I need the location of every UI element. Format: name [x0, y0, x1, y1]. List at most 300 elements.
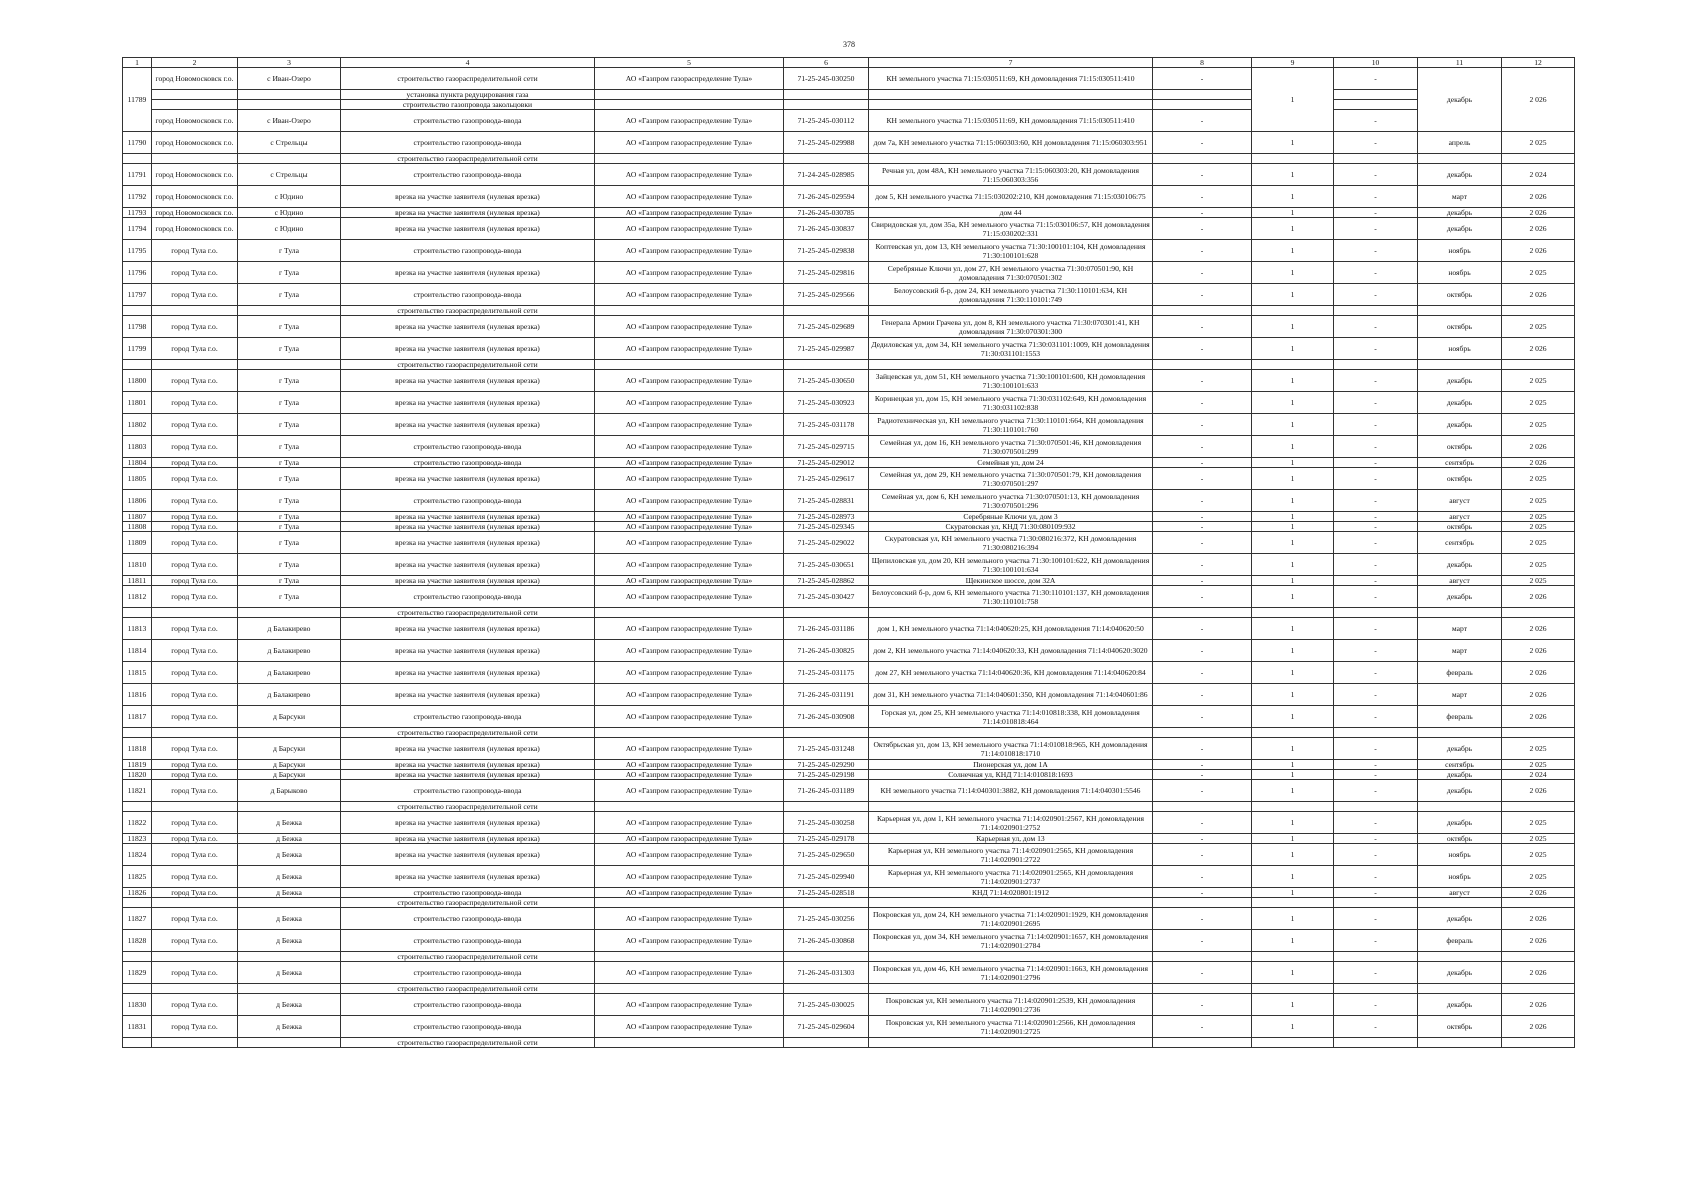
cell-c9: 1	[1252, 218, 1334, 240]
cell-c11: февраль	[1418, 706, 1502, 728]
cell-c3: г Тула	[238, 490, 341, 512]
cell-c4: врезка на участке заявителя (нулевая врезка)	[341, 532, 595, 554]
cell-c2: город Новомосковск г.о.	[152, 218, 238, 240]
cell-c4: врезка на участке заявителя (нулевая врезка)	[341, 218, 595, 240]
cell-no: 11813	[123, 618, 152, 640]
table-row	[123, 316, 1575, 338]
cell-no: 11826	[123, 888, 152, 898]
header-row	[123, 58, 1575, 68]
cell-c2: город Тула г.о.	[152, 284, 238, 306]
cell-no: 11829	[123, 962, 152, 984]
cell-c4: строительство газопровода-ввода	[341, 994, 595, 1016]
cell-c12: 2 026	[1502, 586, 1575, 608]
cell-c8	[1153, 608, 1252, 618]
cell-c4: установка пункта редуцирования газа	[341, 90, 595, 100]
cell-no: 11828	[123, 930, 152, 952]
cell-c3: д Бежка	[238, 994, 341, 1016]
cell-c8: -	[1153, 930, 1252, 952]
cell-c2: город Новомосковск г.о.	[152, 208, 238, 218]
cell-c2: город Тула г.о.	[152, 888, 238, 898]
cell-c5: АО «Газпром газораспределение Тула»	[595, 218, 784, 240]
cell-c12: 2 026	[1502, 186, 1575, 208]
cell-c12: 2 026	[1502, 888, 1575, 898]
cell-c5: АО «Газпром газораспределение Тула»	[595, 760, 784, 770]
cell-c5: АО «Газпром газораспределение Тула»	[595, 512, 784, 522]
cell-c6: 71-25-245-029345	[784, 522, 869, 532]
cell-c10: -	[1334, 338, 1418, 360]
cell-no: 11816	[123, 684, 152, 706]
cell-c8: -	[1153, 338, 1252, 360]
cell-c8: -	[1153, 662, 1252, 684]
cell-no: 11820	[123, 770, 152, 780]
cell-c2: город Тула г.о.	[152, 834, 238, 844]
table-row	[123, 132, 1575, 154]
cell-c4: врезка на участке заявителя (нулевая врезка)	[341, 512, 595, 522]
cell-c9: 1	[1252, 662, 1334, 684]
cell-c10: -	[1334, 186, 1418, 208]
network-subrow	[123, 728, 1575, 738]
cell-c10: -	[1334, 586, 1418, 608]
cell-c8	[1153, 1038, 1252, 1048]
cell-no: 11804	[123, 458, 152, 468]
cell-c7: дом 1, КН земельного участка 71:14:040620:25, КН домовладения 71:14:040620:50	[869, 618, 1153, 640]
cell-c9: 1	[1252, 908, 1334, 930]
cell-c9: 1	[1252, 780, 1334, 802]
cell-c8: -	[1153, 576, 1252, 586]
cell-c7: КН земельного участка 71:15:030511:69, КН домовладения 71:15:030511:410	[869, 110, 1153, 132]
cell-c5: АО «Газпром газораспределение Тула»	[595, 262, 784, 284]
cell-c2: город Новомосковск г.о.	[152, 132, 238, 154]
cell-c3: г Тула	[238, 554, 341, 576]
cell-c5: АО «Газпром газораспределение Тула»	[595, 812, 784, 834]
table-row	[123, 240, 1575, 262]
cell-c6: 71-25-245-029715	[784, 436, 869, 458]
cell-c5	[595, 608, 784, 618]
cell-c4: строительство газораспределительной сети	[341, 728, 595, 738]
cell-c7: дом 5, КН земельного участка 71:15:030202:210, КН домовладения 71:15:030106:75	[869, 186, 1153, 208]
cell-c2	[152, 360, 238, 370]
cell-c7: Карьерная ул, КН земельного участка 71:14:020901:2565, КН домовладения 71:14:020901:2722	[869, 844, 1153, 866]
cell-c9	[1252, 984, 1334, 994]
cell-c5: АО «Газпром газораспределение Тула»	[595, 834, 784, 844]
cell-c6: 71-26-245-031189	[784, 780, 869, 802]
cell-c10	[1334, 306, 1418, 316]
cell-c10: -	[1334, 490, 1418, 512]
cell-c12: 2 025	[1502, 414, 1575, 436]
cell-c4: строительство газопровода-ввода	[341, 490, 595, 512]
cell-c9	[1252, 608, 1334, 618]
cell-c7: Щекинское шоссе, дом 32А	[869, 576, 1153, 586]
cell-c11: ноябрь	[1418, 844, 1502, 866]
cell-no: 11799	[123, 338, 152, 360]
cell-c12: 2 026	[1502, 218, 1575, 240]
cell-c4: врезка на участке заявителя (нулевая врезка)	[341, 834, 595, 844]
cell-c6	[784, 154, 869, 164]
cell-c12: 2 026	[1502, 1016, 1575, 1038]
cell-c3: г Тула	[238, 338, 341, 360]
cell-c4: строительство газопровода-ввода	[341, 110, 595, 132]
cell-c7: Семейная ул, дом 16, КН земельного участка 71:30:070501:46, КН домовладения 71:30:070501:299	[869, 436, 1153, 458]
cell-c4: врезка на участке заявителя (нулевая врезка)	[341, 576, 595, 586]
cell-c10: -	[1334, 316, 1418, 338]
cell-c12: 2 025	[1502, 262, 1575, 284]
cell-no: 11800	[123, 370, 152, 392]
cell-c5: АО «Газпром газораспределение Тула»	[595, 68, 784, 90]
cell-c11: март	[1418, 186, 1502, 208]
cell-c12: 2 026	[1502, 706, 1575, 728]
cell-c12: 2 025	[1502, 844, 1575, 866]
cell-no: 11798	[123, 316, 152, 338]
table-row	[123, 414, 1575, 436]
cell-no: 11818	[123, 738, 152, 760]
cell-c11: декабрь	[1418, 392, 1502, 414]
cell-c6: 71-26-245-031191	[784, 684, 869, 706]
cell-c3: с Стрельцы	[238, 132, 341, 154]
cell-c6	[784, 100, 869, 110]
cell-c8: -	[1153, 68, 1252, 90]
cell-c2: город Тула г.о.	[152, 262, 238, 284]
cell-c7: Пионерская ул, дом 1А	[869, 760, 1153, 770]
cell-c8: -	[1153, 812, 1252, 834]
cell-c5: АО «Газпром газораспределение Тула»	[595, 554, 784, 576]
cell-c12: 2 026	[1502, 962, 1575, 984]
cell-c10: -	[1334, 770, 1418, 780]
cell-c2: город Тула г.о.	[152, 468, 238, 490]
cell-c10: -	[1334, 218, 1418, 240]
cell-c2: город Тула г.о.	[152, 640, 238, 662]
column-header: 4	[341, 58, 595, 68]
cell-c2: город Тула г.о.	[152, 576, 238, 586]
cell-c3: с Юдино	[238, 186, 341, 208]
cell-c6	[784, 360, 869, 370]
cell-c4: врезка на участке заявителя (нулевая врезка)	[341, 316, 595, 338]
cell-c7	[869, 100, 1153, 110]
cell-c4: строительство газопровода-ввода	[341, 908, 595, 930]
table-row	[123, 780, 1575, 802]
table-row	[123, 186, 1575, 208]
cell-c10: -	[1334, 640, 1418, 662]
cell-c11: декабрь	[1418, 780, 1502, 802]
cell-c7: Дедиловская ул, дом 34, КН земельного участка 71:30:031101:1009, КН домовладения 71:30:031101:1553	[869, 338, 1153, 360]
cell-c12: 2 026	[1502, 240, 1575, 262]
cell-c9: 1	[1252, 586, 1334, 608]
cell-c8: -	[1153, 218, 1252, 240]
cell-c10: -	[1334, 110, 1418, 132]
cell-c3: г Тула	[238, 468, 341, 490]
cell-c5: АО «Газпром газораспределение Тула»	[595, 662, 784, 684]
cell-c2: город Тула г.о.	[152, 908, 238, 930]
cell-c10	[1334, 728, 1418, 738]
cell-c2: город Тула г.о.	[152, 866, 238, 888]
cell-c7: Зайцевская ул, дом 51, КН земельного участка 71:30:100101:600, КН домовладения 71:30:100101:633	[869, 370, 1153, 392]
cell-c3	[238, 90, 341, 100]
cell-c6: 71-25-245-029198	[784, 770, 869, 780]
cell-no: 11814	[123, 640, 152, 662]
table-row	[123, 522, 1575, 532]
cell-c5: АО «Газпром газораспределение Тула»	[595, 866, 784, 888]
cell-c9: 1	[1252, 962, 1334, 984]
cell-c10: -	[1334, 1016, 1418, 1038]
cell-c11	[1418, 802, 1502, 812]
cell-c4: врезка на участке заявителя (нулевая врезка)	[341, 618, 595, 640]
cell-c6: 71-25-245-029838	[784, 240, 869, 262]
cell-c6: 71-26-245-029594	[784, 186, 869, 208]
cell-c5: АО «Газпром газораспределение Тула»	[595, 338, 784, 360]
cell-c4: врезка на участке заявителя (нулевая врезка)	[341, 760, 595, 770]
cell-c4: строительство газораспределительной сети	[341, 360, 595, 370]
cell-c12: 2 025	[1502, 738, 1575, 760]
cell-c9: 1	[1252, 490, 1334, 512]
cell-c6	[784, 984, 869, 994]
cell-no: 11805	[123, 468, 152, 490]
cell-c10: -	[1334, 132, 1418, 154]
cell-c5: АО «Газпром газораспределение Тула»	[595, 110, 784, 132]
table-row	[123, 458, 1575, 468]
column-header: 2	[152, 58, 238, 68]
cell-c5	[595, 802, 784, 812]
cell-no: 11815	[123, 662, 152, 684]
cell-c12: 2 026	[1502, 640, 1575, 662]
cell-c6	[784, 1038, 869, 1048]
cell-c4: строительство газораспределительной сети	[341, 1038, 595, 1048]
cell-c3: г Тула	[238, 284, 341, 306]
cell-c8: -	[1153, 738, 1252, 760]
cell-c3: д Бежка	[238, 908, 341, 930]
cell-c3: г Тула	[238, 586, 341, 608]
cell-c3: д Бежка	[238, 834, 341, 844]
table-row	[123, 262, 1575, 284]
cell-no: 11822	[123, 812, 152, 834]
cell-c6	[784, 90, 869, 100]
cell-c3: г Тула	[238, 240, 341, 262]
cell-c9: 1	[1252, 532, 1334, 554]
cell-c6: 71-25-245-029650	[784, 844, 869, 866]
cell-c3	[238, 898, 341, 908]
cell-c8	[1153, 802, 1252, 812]
cell-no	[123, 154, 152, 164]
cell-c6: 71-25-245-029290	[784, 760, 869, 770]
cell-c9	[1252, 1038, 1334, 1048]
cell-c9: 1	[1252, 576, 1334, 586]
cell-c12	[1502, 306, 1575, 316]
cell-c10: -	[1334, 684, 1418, 706]
cell-c5: АО «Газпром газораспределение Тула»	[595, 770, 784, 780]
cell-c5: АО «Газпром газораспределение Тула»	[595, 208, 784, 218]
cell-c9	[1252, 306, 1334, 316]
cell-c7: Семейная ул, дом 24	[869, 458, 1153, 468]
cell-c8: -	[1153, 994, 1252, 1016]
cell-c5: АО «Газпром газораспределение Тула»	[595, 1016, 784, 1038]
cell-c11: ноябрь	[1418, 240, 1502, 262]
cell-no: 11825	[123, 866, 152, 888]
cell-c2: город Новомосковск г.о.	[152, 68, 238, 90]
cell-c4: строительство газопровода-ввода	[341, 780, 595, 802]
cell-c6: 71-25-245-029940	[784, 866, 869, 888]
cell-c9: 1	[1252, 994, 1334, 1016]
cell-no: 11794	[123, 218, 152, 240]
cell-c10: -	[1334, 208, 1418, 218]
cell-c4: врезка на участке заявителя (нулевая врезка)	[341, 554, 595, 576]
cell-c11: август	[1418, 888, 1502, 898]
cell-no: 11792	[123, 186, 152, 208]
cell-c5: АО «Газпром газораспределение Тула»	[595, 414, 784, 436]
cell-c7: Свиридовская ул, дом 35а, КН земельного участка 71:15:030106:57, КН домовладения 71:15:030202:331	[869, 218, 1153, 240]
cell-c2: город Новомосковск г.о.	[152, 110, 238, 132]
cell-c8	[1153, 100, 1252, 110]
cell-c2: город Тула г.о.	[152, 458, 238, 468]
table-row	[123, 370, 1575, 392]
cell-c5: АО «Газпром газораспределение Тула»	[595, 780, 784, 802]
cell-c7: Серебряные Ключи ул, дом 3	[869, 512, 1153, 522]
network-subrow	[123, 306, 1575, 316]
cell-c7: Горская ул, дом 25, КН земельного участка 71:14:010818:338, КН домовладения 71:14:010818:464	[869, 706, 1153, 728]
cell-c12	[1502, 360, 1575, 370]
cell-c2	[152, 1038, 238, 1048]
cell-c12: 2 025	[1502, 834, 1575, 844]
cell-c3: д Бежка	[238, 812, 341, 834]
cell-c5: АО «Газпром газораспределение Тула»	[595, 586, 784, 608]
cell-c11: декабрь	[1418, 164, 1502, 186]
cell-no: 11801	[123, 392, 152, 414]
cell-c10	[1334, 100, 1418, 110]
cell-c11	[1418, 984, 1502, 994]
cell-c7: Радиотехническая ул, КН земельного участка 71:30:110101:664, КН домовладения 71:30:110101:760	[869, 414, 1153, 436]
cell-c10: -	[1334, 738, 1418, 760]
cell-no: 11812	[123, 586, 152, 608]
cell-c11: декабрь	[1418, 208, 1502, 218]
cell-c9: 1	[1252, 164, 1334, 186]
cell-c11: октябрь	[1418, 316, 1502, 338]
cell-c11: сентябрь	[1418, 760, 1502, 770]
cell-c3: д Балакирево	[238, 662, 341, 684]
cell-c3: д Барсуки	[238, 760, 341, 770]
cell-c4: строительство газопровода-ввода	[341, 436, 595, 458]
cell-c9: 1	[1252, 770, 1334, 780]
cell-c8: -	[1153, 844, 1252, 866]
cell-c3: г Тула	[238, 370, 341, 392]
cell-c6	[784, 306, 869, 316]
cell-c8: -	[1153, 262, 1252, 284]
cell-c7: Семейная ул, дом 6, КН земельного участка 71:30:070501:13, КН домовладения 71:30:070501:296	[869, 490, 1153, 512]
cell-c5: АО «Газпром газораспределение Тула»	[595, 164, 784, 186]
cell-c5	[595, 728, 784, 738]
cell-c5: АО «Газпром газораспределение Тула»	[595, 930, 784, 952]
cell-c2: город Тула г.о.	[152, 706, 238, 728]
cell-c9: 1	[1252, 1016, 1334, 1038]
cell-c5: АО «Газпром газораспределение Тула»	[595, 962, 784, 984]
cell-c10: -	[1334, 706, 1418, 728]
cell-c8	[1153, 728, 1252, 738]
cell-c10	[1334, 608, 1418, 618]
cell-c3: г Тула	[238, 458, 341, 468]
cell-c4: строительство газопровода-ввода	[341, 284, 595, 306]
cell-c10: -	[1334, 68, 1418, 90]
cell-c4: строительство газораспределительной сети	[341, 306, 595, 316]
column-header: 11	[1418, 58, 1502, 68]
cell-no: 11830	[123, 994, 152, 1016]
cell-c6: 71-25-245-028862	[784, 576, 869, 586]
cell-c2: город Новомосковск г.о.	[152, 164, 238, 186]
cell-no: 11809	[123, 532, 152, 554]
cell-c3: с Иван-Озеро	[238, 68, 341, 90]
cell-c6	[784, 898, 869, 908]
cell-c2	[152, 802, 238, 812]
cell-c2: город Тула г.о.	[152, 522, 238, 532]
cell-c12	[1502, 898, 1575, 908]
cell-c11	[1418, 360, 1502, 370]
cell-c3: д Балакирево	[238, 640, 341, 662]
cell-c11: декабрь	[1418, 414, 1502, 436]
cell-c2	[152, 608, 238, 618]
cell-c3: г Тула	[238, 512, 341, 522]
cell-c12: 2 025	[1502, 812, 1575, 834]
cell-c5: АО «Газпром газораспределение Тула»	[595, 316, 784, 338]
table-row	[123, 834, 1575, 844]
cell-c11: октябрь	[1418, 436, 1502, 458]
cell-c8: -	[1153, 186, 1252, 208]
cell-c6: 71-25-245-029689	[784, 316, 869, 338]
cell-c12: 2 026	[1502, 208, 1575, 218]
cell-c10: -	[1334, 908, 1418, 930]
cell-no	[123, 802, 152, 812]
cell-c11: октябрь	[1418, 522, 1502, 532]
cell-c12: 2 026	[1502, 908, 1575, 930]
cell-c8: -	[1153, 468, 1252, 490]
cell-c12: 2 024	[1502, 770, 1575, 780]
cell-no	[123, 898, 152, 908]
cell-c4: строительство газопровода-ввода	[341, 132, 595, 154]
cell-c2	[152, 898, 238, 908]
cell-no: 11791	[123, 164, 152, 186]
cell-c9: 1	[1252, 436, 1334, 458]
cell-c6: 71-25-245-029617	[784, 468, 869, 490]
cell-c6	[784, 952, 869, 962]
network-subrow	[123, 360, 1575, 370]
table-row	[123, 512, 1575, 522]
cell-c2: город Тула г.о.	[152, 780, 238, 802]
cell-c4: строительство газопровода-ввода	[341, 458, 595, 468]
cell-c12: 2 026	[1502, 338, 1575, 360]
cell-c5: АО «Газпром газораспределение Тула»	[595, 640, 784, 662]
cell-c8: -	[1153, 908, 1252, 930]
cell-c10: -	[1334, 930, 1418, 952]
table-row	[123, 532, 1575, 554]
cell-c9: 1	[1252, 812, 1334, 834]
cell-c9: 1	[1252, 132, 1334, 154]
cell-c12: 2 025	[1502, 370, 1575, 392]
network-subrow	[123, 154, 1575, 164]
cell-c11: декабрь	[1418, 812, 1502, 834]
cell-c7: Скуратовская ул, КНД 71:30:080109:932	[869, 522, 1153, 532]
cell-c3	[238, 952, 341, 962]
table-row	[123, 284, 1575, 306]
cell-c3: д Барсуки	[238, 738, 341, 760]
cell-c11	[1418, 952, 1502, 962]
cell-c8: -	[1153, 110, 1252, 132]
cell-c5: АО «Газпром газораспределение Тула»	[595, 618, 784, 640]
cell-c11: март	[1418, 640, 1502, 662]
cell-c2: город Тула г.о.	[152, 490, 238, 512]
cell-c2	[152, 306, 238, 316]
cell-c6	[784, 802, 869, 812]
network-subrow	[123, 984, 1575, 994]
cell-c5: АО «Газпром газораспределение Тула»	[595, 684, 784, 706]
table-row	[123, 68, 1575, 90]
cell-c4: строительство газораспределительной сети	[341, 802, 595, 812]
cell-c11	[1418, 898, 1502, 908]
cell-c5: АО «Газпром газораспределение Тула»	[595, 532, 784, 554]
cell-c11: декабрь	[1418, 68, 1502, 132]
